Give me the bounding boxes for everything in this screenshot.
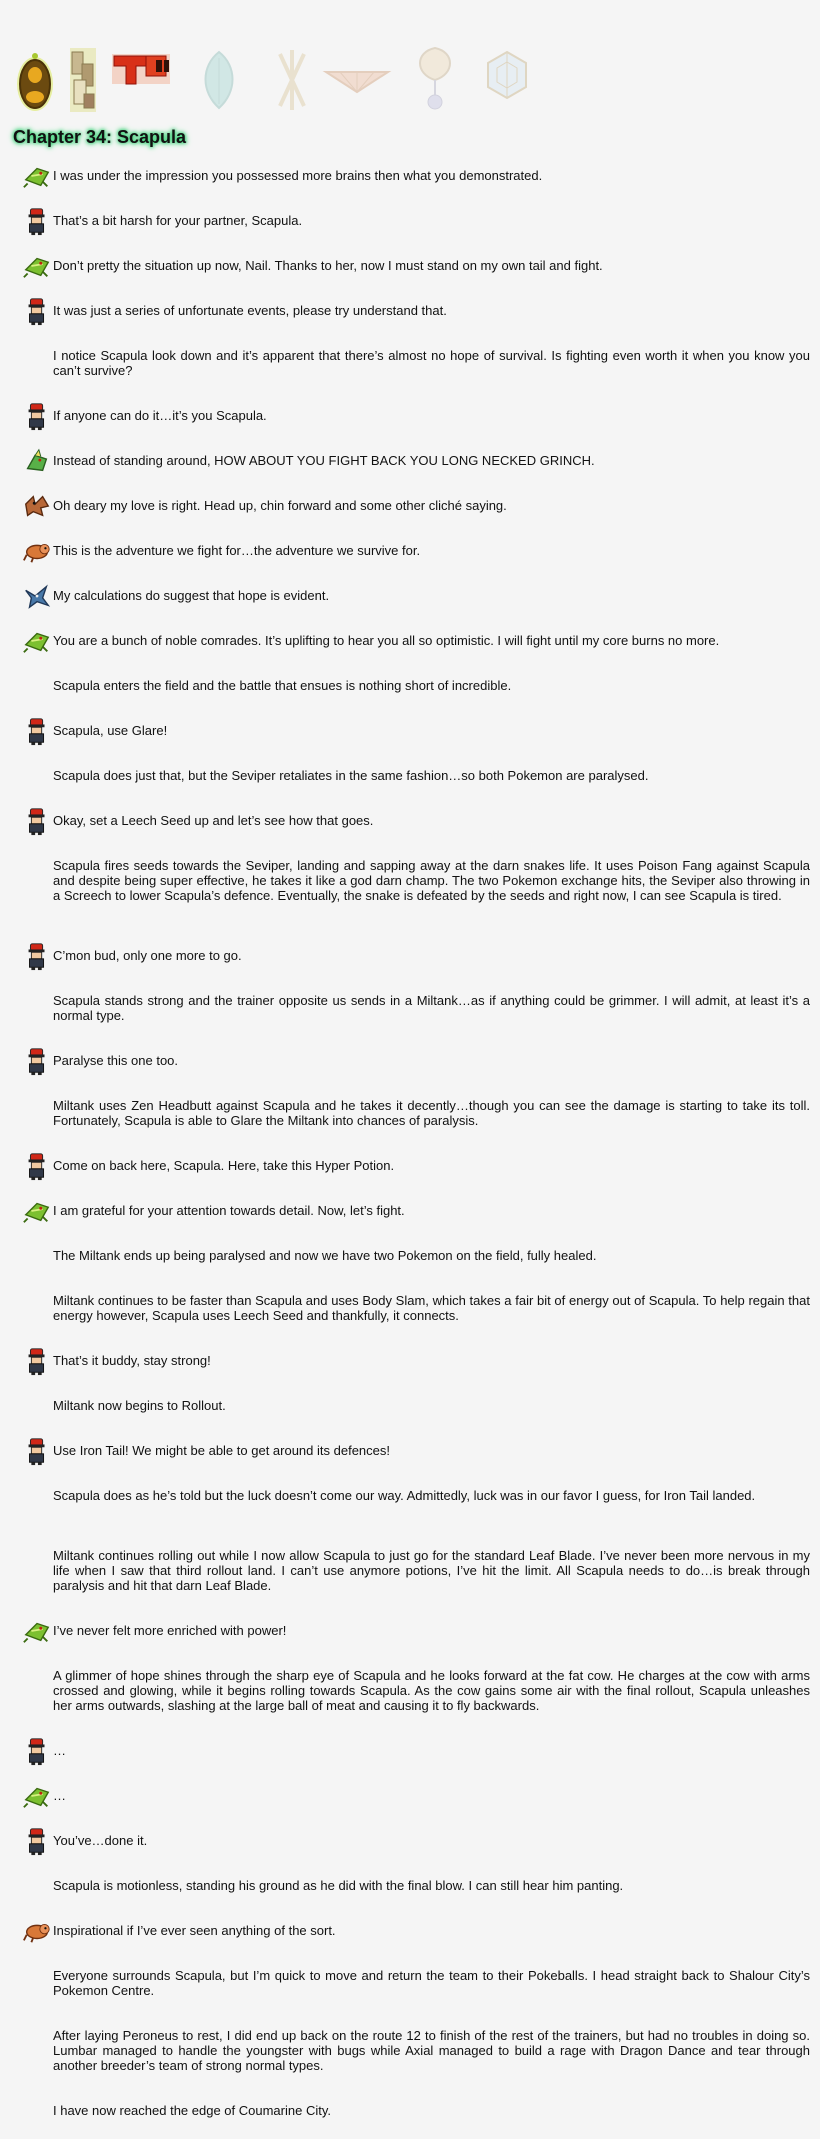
trainer-sprite-icon: [22, 1435, 52, 1467]
bird-sprite-icon: [22, 580, 52, 612]
dialogue-text: If anyone can do it…it’s you Scapula.: [53, 408, 267, 423]
narration-text: Miltank continues rolling out while I now allow Scapula to just go for the standard Leaf Blade. I’ve never been more nervous in my life when I saw that third rollout land. I can’t use anymore potions, I’ve hit the limit. All Scapula needs to do…is break through paralysis and hit that darn Leaf Blade.: [53, 1548, 810, 1593]
fairy-badge-icon: [322, 40, 392, 120]
scapula-sprite-icon: [22, 250, 52, 282]
trainer-sprite-icon: [22, 1045, 52, 1077]
bug-badge-icon: [10, 40, 60, 120]
scapula-sprite-icon: [22, 1195, 52, 1227]
narration-text: I have now reached the edge of Coumarine City.: [53, 2103, 331, 2118]
narration-text: Scapula does as he’s told but the luck doesn’t come our way. Admittedly, luck was in our favor I guess, for Iron Tail landed.: [53, 1488, 756, 1503]
narration-text: Scapula enters the field and the battle that ensues is nothing short of incredible.: [53, 678, 512, 693]
dialogue-text: You are a bunch of noble comrades. It’s uplifting to hear you all so optimistic. I will fight until my core burns no more.: [53, 633, 720, 648]
trainer-sprite-icon: [22, 400, 52, 432]
psychic-badge-icon: [410, 40, 460, 120]
narration-text: Miltank uses Zen Headbutt against Scapula and he takes it decently…though you can see the damage is starting to take its toll. Fortunately, Scapula is able to Glare the Miltank into chances of paralysis.: [53, 1098, 810, 1128]
trainer-sprite-icon: [22, 805, 52, 837]
narration-text: I notice Scapula look down and it’s apparent that there’s almost no hope of survival. Is fighting even worth it when you know you can’t survive?: [53, 348, 810, 378]
dialogue-text: Instead of standing around, HOW ABOUT YOU FIGHT BACK YOU LONG NECKED GRINCH.: [53, 453, 595, 468]
dialogue-text: …: [53, 1743, 66, 1758]
dialogue-text: Oh deary my love is right. Head up, chin forward and some other cliché saying.: [53, 498, 507, 513]
trainer-sprite-icon: [22, 1825, 52, 1857]
narration-text: The Miltank ends up being paralysed and now we have two Pokemon on the field, fully healed.: [53, 1248, 597, 1263]
narration-text: Scapula stands strong and the trainer opposite us sends in a Miltank…as if anything could be grimmer. I will admit, at least it’s a normal type.: [53, 993, 810, 1023]
narration-text: Scapula is motionless, standing his ground as he did with the final blow. I can still hear him panting.: [53, 1878, 624, 1893]
narration-text: A glimmer of hope shines through the sharp eye of Scapula and he looks forward at the fat cow. He charges at the cow with arms crossed and glowing, while it begins rolling towards Scapula. As the cow gains some air with the final rollout, Scapula unleashes her arms outwards, slashing at the large ball of meat and causing it to fly backwards.: [53, 1668, 810, 1713]
dialogue-text: Use Iron Tail! We might be able to get around its defences!: [53, 1443, 390, 1458]
dialogue-text: Don’t pretty the situation up now, Nail. Thanks to her, now I must stand on my own tail and fight.: [53, 258, 603, 273]
narration-text: Miltank continues to be faster than Scapula and uses Body Slam, which takes a fair bit of energy out of Scapula. To help regain that energy however, Scapula uses Leech Seed and thankfully, it connects.: [53, 1293, 810, 1323]
dialogue-text: Come on back here, Scapula. Here, take this Hyper Potion.: [53, 1158, 395, 1173]
dialogue-text: It was just a series of unfortunate events, please try understand that.: [53, 303, 447, 318]
chapter-title: Chapter 34: Scapula: [13, 127, 187, 147]
dialogue-text: My calculations do suggest that hope is evident.: [53, 588, 330, 603]
rumble-badge-icon: [108, 40, 174, 120]
dialogue-text: That’s it buddy, stay strong!: [53, 1353, 211, 1368]
cliff-badge-icon: [66, 40, 102, 120]
plant-badge-icon: [197, 40, 241, 120]
dialogue-text: You’ve…done it.: [53, 1833, 148, 1848]
trainer-sprite-icon: [22, 295, 52, 327]
narration-text: After laying Peroneus to rest, I did end up back on the route 12 to finish of the rest of the trainers, but had no troubles in doing so. Lumbar managed to handle the youngster with bugs while Axial managed to build a rage with Dragon Dance and tear through another breeder’s team of strong normal types.: [53, 2028, 810, 2073]
snivy-sprite-icon: [22, 445, 52, 477]
dialogue-text: This is the adventure we fight for…the adventure we survive for.: [53, 543, 421, 558]
dialogue-text: …: [53, 1788, 66, 1803]
dialogue-text: I was under the impression you possessed more brains then what you demonstrated.: [53, 168, 543, 183]
scapula-sprite-icon: [22, 1615, 52, 1647]
scapula-sprite-icon: [22, 1780, 52, 1812]
trainer-sprite-icon: [22, 940, 52, 972]
lizard-sprite-icon: [22, 535, 52, 567]
iceberg-badge-icon: [484, 40, 530, 120]
dragon-sprite-icon: [22, 490, 52, 522]
scapula-sprite-icon: [22, 625, 52, 657]
narration-text: Scapula fires seeds towards the Seviper, landing and sapping away at the darn snakes life. It uses Poison Fang against Scapula and despite being super effective, he takes it like a god darn champ. The two Pokemon exchange hits, the Seviper also throwing in a Screech to lower Scapula’s defence. Eventually, the snake is defeated by the seeds and right now, I can see Scapula is tired.: [53, 858, 810, 903]
dialogue-text: Okay, set a Leech Seed up and let’s see how that goes.: [53, 813, 374, 828]
dialogue-text: C’mon bud, only one more to go.: [53, 948, 242, 963]
trainer-sprite-icon: [22, 715, 52, 747]
dialogue-text: I’ve never felt more enriched with power!: [53, 1623, 287, 1638]
narration-text: Miltank now begins to Rollout.: [53, 1398, 226, 1413]
trainer-sprite-icon: [22, 205, 52, 237]
dialogue-text: Inspirational if I’ve ever seen anything of the sort.: [53, 1923, 336, 1938]
dialogue-text: Scapula, use Glare!: [53, 723, 168, 738]
dialogue-text: I am grateful for your attention towards detail. Now, let’s fight.: [53, 1203, 405, 1218]
trainer-sprite-icon: [22, 1345, 52, 1377]
narration-text: Everyone surrounds Scapula, but I’m quick to move and return the team to their Pokeballs. I head straight back to Shalour City’s Pokemon Centre.: [53, 1968, 810, 1998]
dialogue-text: That’s a bit harsh for your partner, Scapula.: [53, 213, 303, 228]
trainer-sprite-icon: [22, 1150, 52, 1182]
dialogue-text: Paralyse this one too.: [53, 1053, 179, 1068]
lizard-sprite-icon: [22, 1915, 52, 1947]
narration-text: Scapula does just that, but the Seviper retaliates in the same fashion…so both Pokemon are paralysed.: [53, 768, 649, 783]
badge-row: [0, 40, 820, 120]
scapula-sprite-icon: [22, 160, 52, 192]
trainer-sprite-icon: [22, 1735, 52, 1767]
voltage-badge-icon: [272, 40, 312, 120]
